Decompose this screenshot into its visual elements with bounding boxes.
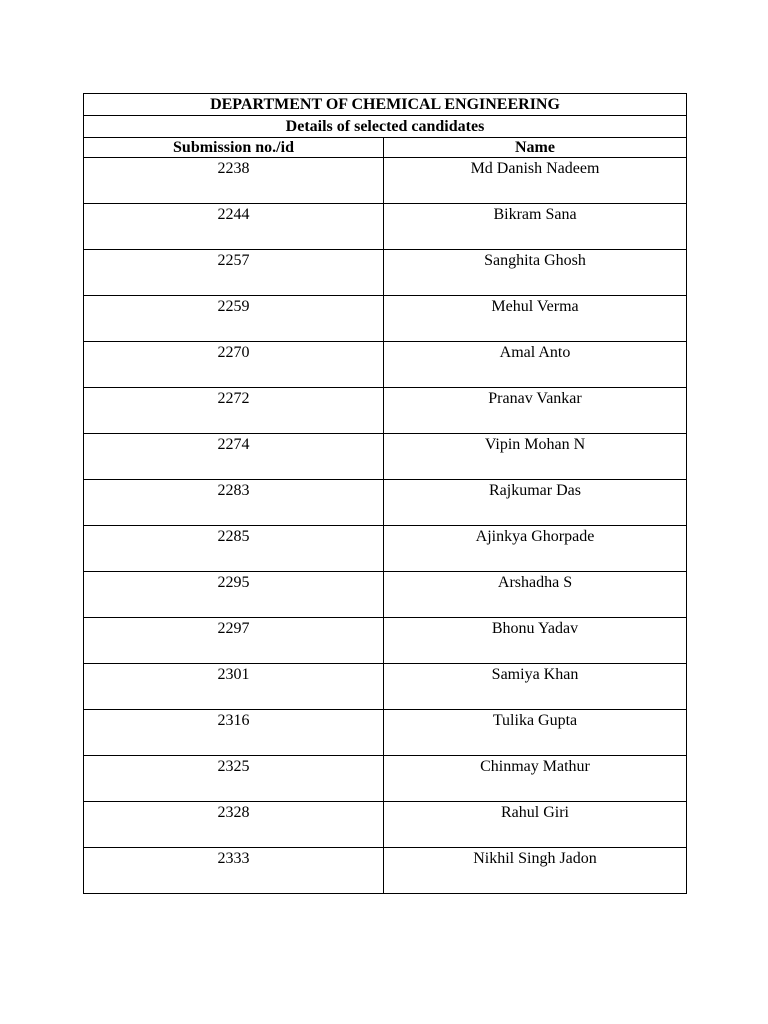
candidate-name-cell: [384, 480, 687, 526]
submission-id: 2301: [217, 666, 250, 683]
selected-candidates-table: [83, 93, 687, 894]
candidate-name-cell: [384, 204, 687, 250]
table-row: [84, 388, 687, 434]
submission-id-cell: [84, 848, 384, 894]
submission-id-cell: [84, 158, 384, 204]
submission-id-cell: [84, 296, 384, 342]
submission-id: 2257: [217, 252, 250, 269]
department-title: DEPARTMENT OF CHEMICAL ENGINEERING: [84, 94, 687, 116]
submission-id-cell: [84, 756, 384, 802]
candidate-rows: [84, 158, 687, 894]
candidate-name: Samiya Khan: [491, 666, 579, 683]
submission-id: 2285: [217, 528, 250, 545]
submission-id: 2333: [217, 850, 250, 867]
submission-id: 2270: [217, 344, 250, 361]
submission-id-cell: [84, 618, 384, 664]
table-subtitle: Details of selected candidates: [84, 116, 687, 138]
candidate-name-cell: [384, 572, 687, 618]
candidate-name: Vipin Mohan N: [484, 436, 586, 453]
column-header-name: Name: [384, 138, 687, 158]
table-row: [84, 250, 687, 296]
candidate-name-cell: [384, 250, 687, 296]
candidate-name-cell: [384, 756, 687, 802]
submission-id: 2295: [217, 574, 250, 591]
candidate-name: Pranav Vankar: [488, 390, 582, 407]
submission-id-cell: [84, 526, 384, 572]
submission-id: 2328: [217, 804, 250, 821]
submission-id: 2244: [217, 206, 250, 223]
submission-id-cell: [84, 572, 384, 618]
candidate-name-cell: [384, 342, 687, 388]
submission-id-cell: [84, 204, 384, 250]
submission-id: 2316: [217, 712, 250, 729]
table-row: [84, 434, 687, 480]
candidate-name-cell: [384, 664, 687, 710]
submission-id-cell: [84, 664, 384, 710]
candidate-name-cell: [384, 434, 687, 480]
submission-id: 2297: [217, 620, 250, 637]
table-row: [84, 618, 687, 664]
table-row: [84, 480, 687, 526]
table-row: [84, 342, 687, 388]
candidate-name: Bhonu Yadav: [491, 620, 579, 637]
table-row: [84, 756, 687, 802]
table-row: [84, 710, 687, 756]
candidate-name: Md Danish Nadeem: [470, 160, 600, 177]
candidate-name-cell: [384, 158, 687, 204]
submission-id: 2259: [217, 298, 250, 315]
candidate-name: Bikram Sana: [493, 206, 577, 223]
table-row: [84, 296, 687, 342]
candidate-name-cell: [384, 710, 687, 756]
submission-id: 2325: [217, 758, 250, 775]
department-row: [84, 94, 687, 116]
candidate-name-cell: [384, 526, 687, 572]
submission-id-cell: [84, 342, 384, 388]
table-row: [84, 526, 687, 572]
subtitle-row: [84, 116, 687, 138]
table-row: [84, 572, 687, 618]
candidate-name: Arshadha S: [497, 574, 573, 591]
candidate-name: Rajkumar Das: [489, 482, 581, 499]
candidate-name: Nikhil Singh Jadon: [473, 850, 597, 867]
table-row: [84, 848, 687, 894]
column-header-submission-id: Submission no./id: [84, 138, 384, 158]
candidate-name: Rahul Giri: [501, 804, 569, 821]
candidate-name: Tulika Gupta: [492, 712, 578, 729]
candidate-name: Amal Anto: [499, 344, 571, 361]
candidate-name: Chinmay Mathur: [480, 758, 590, 775]
submission-id-cell: [84, 480, 384, 526]
submission-id: 2238: [217, 160, 250, 177]
candidate-name-cell: [384, 848, 687, 894]
table-row: [84, 204, 687, 250]
table-row: [84, 802, 687, 848]
candidate-name: Ajinkya Ghorpade: [475, 528, 595, 545]
submission-id: 2272: [217, 390, 250, 407]
table-row: [84, 158, 687, 204]
submission-id-cell: [84, 434, 384, 480]
candidate-name-cell: [384, 388, 687, 434]
candidate-name-cell: [384, 618, 687, 664]
candidate-name-cell: [384, 802, 687, 848]
submission-id-cell: [84, 388, 384, 434]
submission-id-cell: [84, 250, 384, 296]
candidate-name-cell: [384, 296, 687, 342]
submission-id: 2274: [217, 436, 250, 453]
candidate-name: Mehul Verma: [491, 298, 579, 315]
table-row: [84, 664, 687, 710]
column-header-row: [84, 138, 687, 158]
candidate-name: Sanghita Ghosh: [484, 252, 586, 269]
submission-id-cell: [84, 802, 384, 848]
submission-id: 2283: [217, 482, 250, 499]
submission-id-cell: [84, 710, 384, 756]
